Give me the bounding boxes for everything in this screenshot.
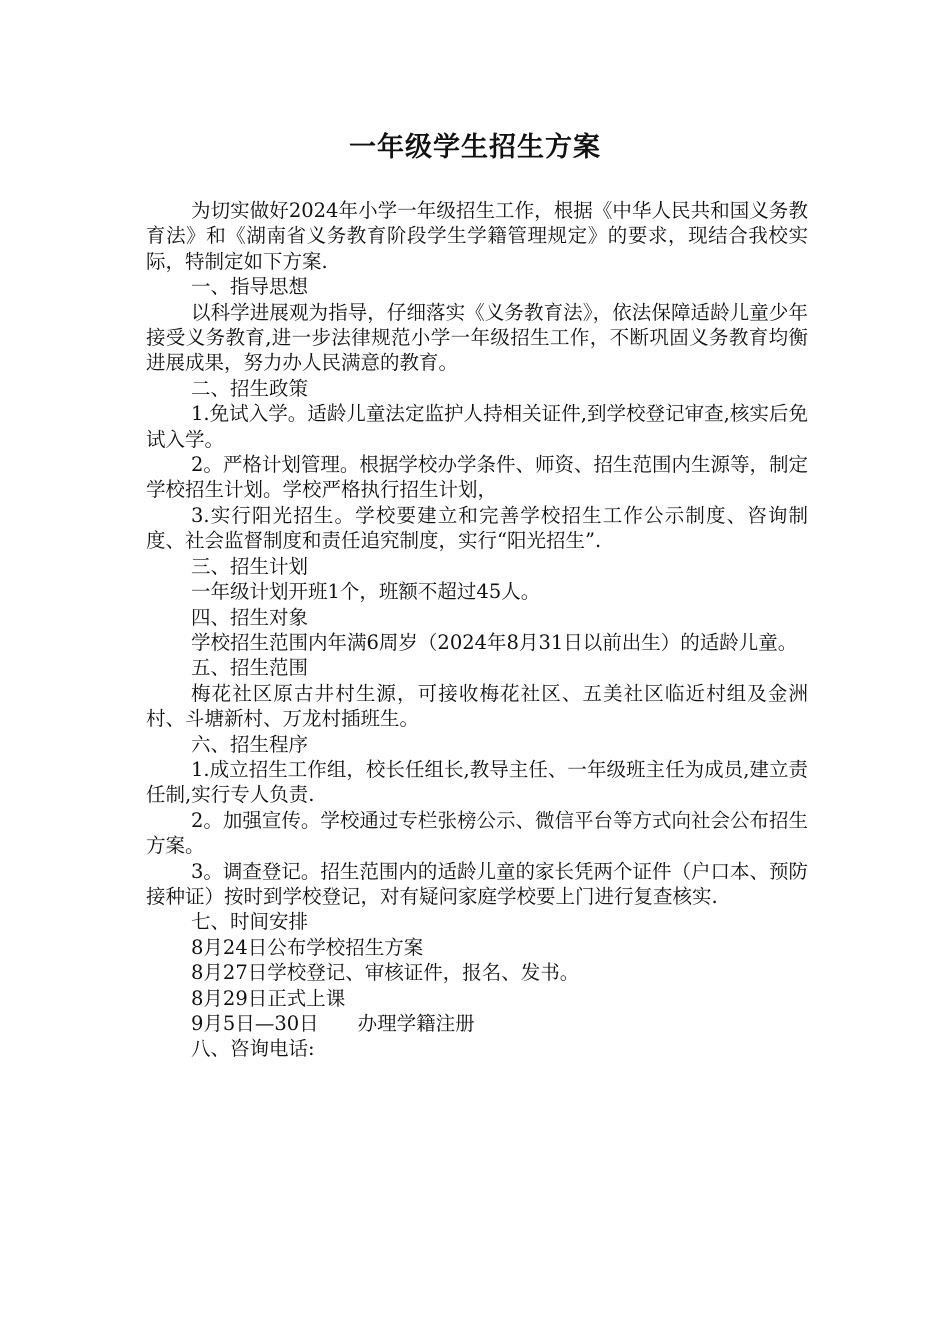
schedule-item-4: 9月5日—30日 办理学籍注册 (191, 1012, 475, 1035)
enrollment-plan-paragraph: 一年级计划开班1个，班额不超过45人。 (191, 580, 541, 604)
intro-paragraph: 为切实做好2024年小学一年级招生工作，根据《中华人民共和国义务教育法》和《湖南省义务教育阶段学生学籍管理规定》的要求，现结合我校实际，特制定如下方案. (146, 199, 808, 273)
section-heading-enrollment-procedure: 六、招生程序 (191, 732, 309, 756)
section-heading-enrollment-target: 四、招生对象 (191, 605, 309, 629)
policy-item-2: 2。严格计划管理。根据学校办学条件、师资、招生范围内生源等，制定学校招生计划。学校严格执行招生计划， (146, 453, 808, 502)
schedule-item-3: 8月29日正式上课 (191, 986, 346, 1010)
document-title: 一年级学生招生方案 (349, 132, 601, 163)
section-heading-guiding-ideology: 一、指导思想 (191, 275, 309, 299)
policy-item-3: 3.实行阳光招生。学校要建立和完善学校招生工作公示制度、咨询制度、社会监督制度和责任追究制度，实行“阳光招生”. (146, 503, 808, 553)
enrollment-scope-paragraph: 梅花社区原古井村生源，可接收梅花社区、五美社区临近村组及金洲村、斗塘新村、万龙村插班生。 (146, 681, 808, 731)
enrollment-target-paragraph: 学校招生范围内年满6周岁（2024年8月31日以前出生）的适龄儿童。 (191, 630, 798, 654)
section-heading-enrollment-policy: 二、招生政策 (191, 376, 309, 400)
section-heading-schedule: 七、时间安排 (191, 910, 309, 934)
procedure-item-3: 3。调查登记。招生范围内的适龄儿童的家长凭两个证件（户口本、预防接种证）按时到学校登记，对有疑问家庭学校要上门进行复查核实. (146, 859, 808, 908)
schedule-item-1: 8月24日公布学校招生方案 (191, 935, 424, 959)
schedule-item-2: 8月27日学校登记、审核证件，报名、发书。 (191, 961, 580, 985)
section-heading-enrollment-scope: 五、招生范围 (191, 656, 309, 680)
section-heading-enrollment-plan: 三、招生计划 (191, 554, 309, 578)
procedure-item-2: 2。加强宣传。学校通过专栏张榜公示、微信平台等方式向社会公布招生方案。 (146, 808, 808, 858)
section-heading-consult-phone: 八、咨询电话: (191, 1037, 315, 1061)
guiding-ideology-paragraph: 以科学进展观为指导，仔细落实《义务教育法》，依法保障适龄儿童少年接受义务教育,进一步法律规范小学一年级招生工作，不断巩固义务教育均衡进展成果，努力办人民满意的教育。 (146, 300, 808, 375)
document-body (146, 198, 808, 1062)
policy-item-1: 1.免试入学。适龄儿童法定监护人持相关证件,到学校登记审查,核实后免试入学。 (146, 402, 808, 451)
procedure-item-1: 1.成立招生工作组，校长任组长,教导主任、一年级班主任为成员,建立责任制,实行专人负责. (146, 757, 808, 807)
